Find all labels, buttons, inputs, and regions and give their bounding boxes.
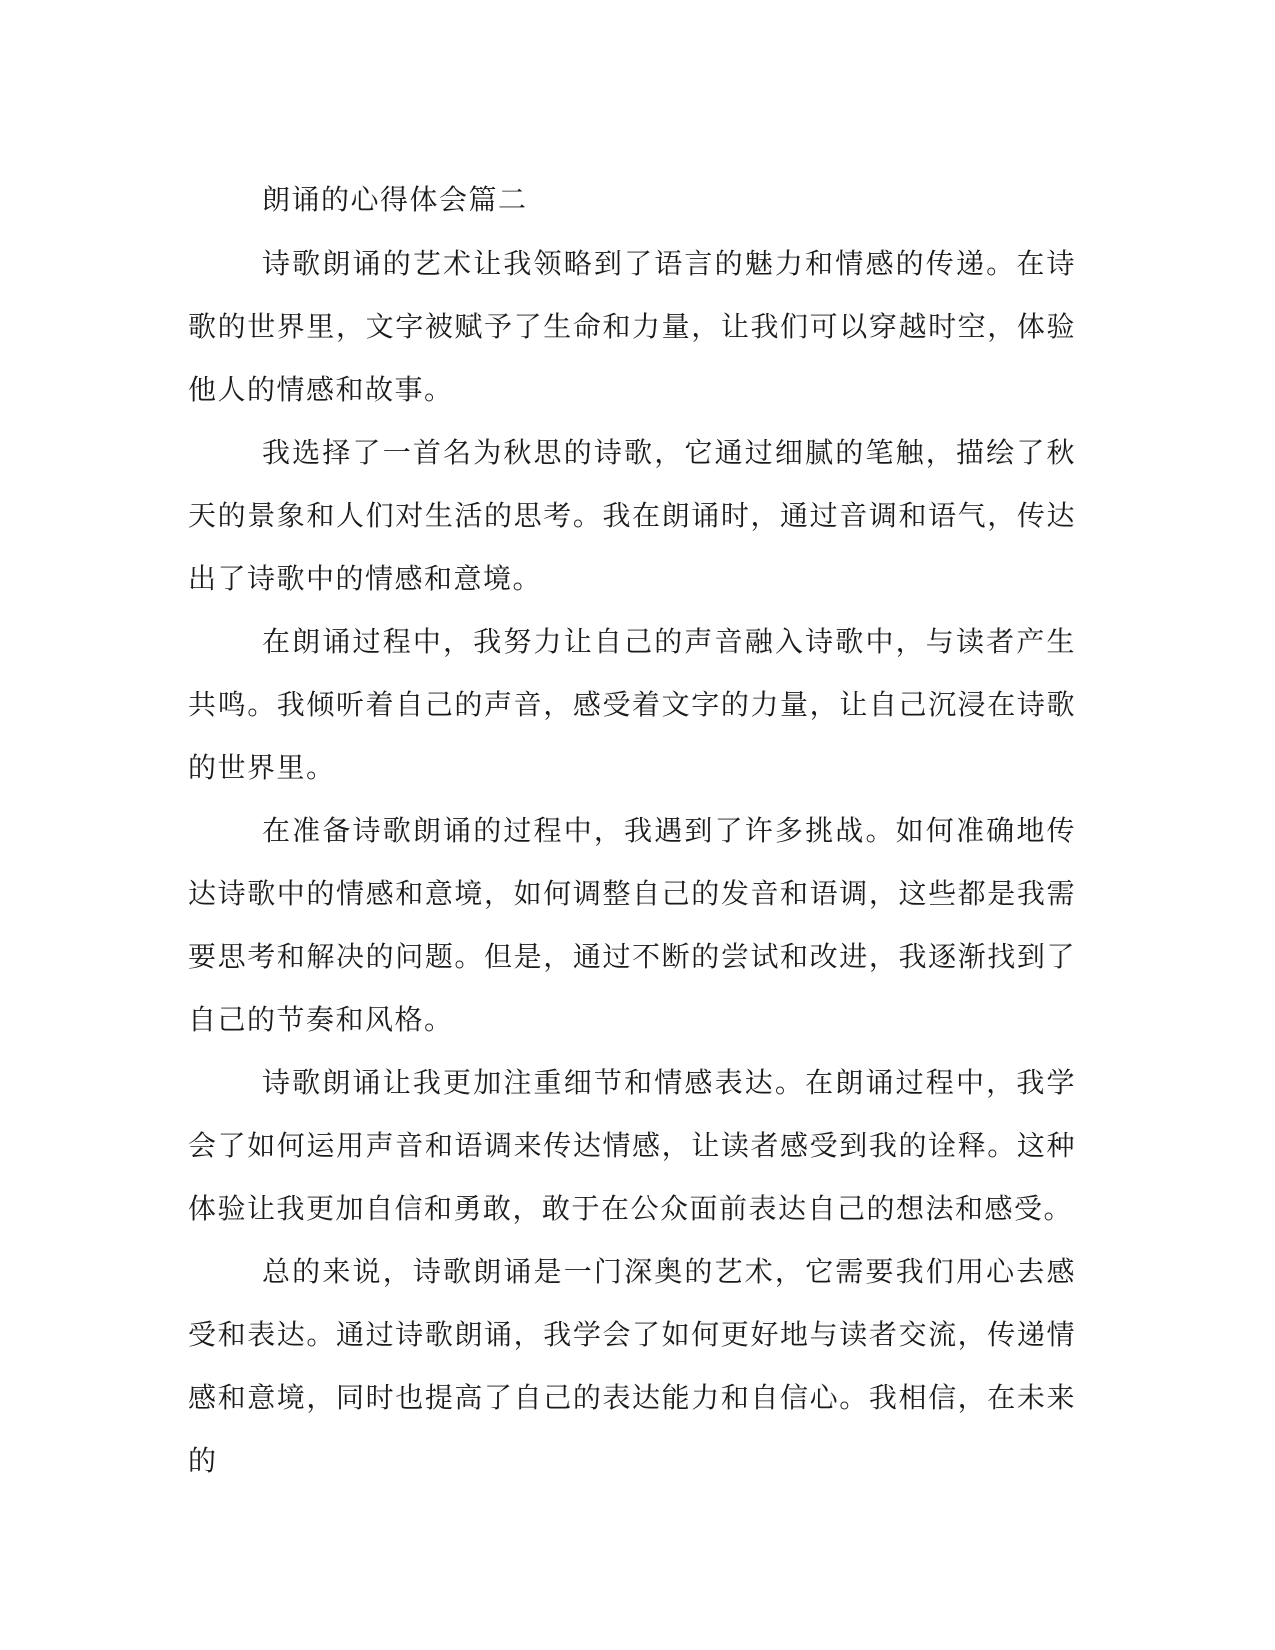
paragraph-1: 诗歌朗诵的艺术让我领略到了语言的魅力和情感的传递。在诗歌的世界里，文字被赋予了生命和力量，让我们可以穿越时空，体验他人的情感和故事。 [188, 247, 1076, 406]
paragraph-3: 在朗诵过程中，我努力让自己的声音融入诗歌中，与读者产生共鸣。我倾听着自己的声音，感受着文字的力量，让自己沉浸在诗歌的世界里。 [188, 625, 1076, 784]
paragraph-4: 在准备诗歌朗诵的过程中，我遇到了许多挑战。如何准确地传达诗歌中的情感和意境，如何调整自己的发音和语调，这些都是我需要思考和解决的问题。但是，通过不断的尝试和改进，我逐渐找到了自己的节奏和风格。 [188, 814, 1076, 1036]
document-body [188, 168, 1076, 1492]
document-title: 朗诵的心得体会篇二 [262, 183, 528, 216]
paragraph-6: 总的来说，诗歌朗诵是一门深奥的艺术，它需要我们用心去感受和表达。通过诗歌朗诵，我学会了如何更好地与读者交流，传递情感和意境，同时也提高了自己的表达能力和自信心。我相信，在未来的 [188, 1255, 1076, 1477]
paragraph-5: 诗歌朗诵让我更加注重细节和情感表达。在朗诵过程中，我学会了如何运用声音和语调来传达情感，让读者感受到我的诠释。这种体验让我更加自信和勇敢，敢于在公众面前表达自己的想法和感受。 [188, 1066, 1076, 1225]
paragraph-2: 我选择了一首名为秋思的诗歌，它通过细腻的笔触，描绘了秋天的景象和人们对生活的思考。我在朗诵时，通过音调和语气，传达出了诗歌中的情感和意境。 [188, 436, 1076, 595]
